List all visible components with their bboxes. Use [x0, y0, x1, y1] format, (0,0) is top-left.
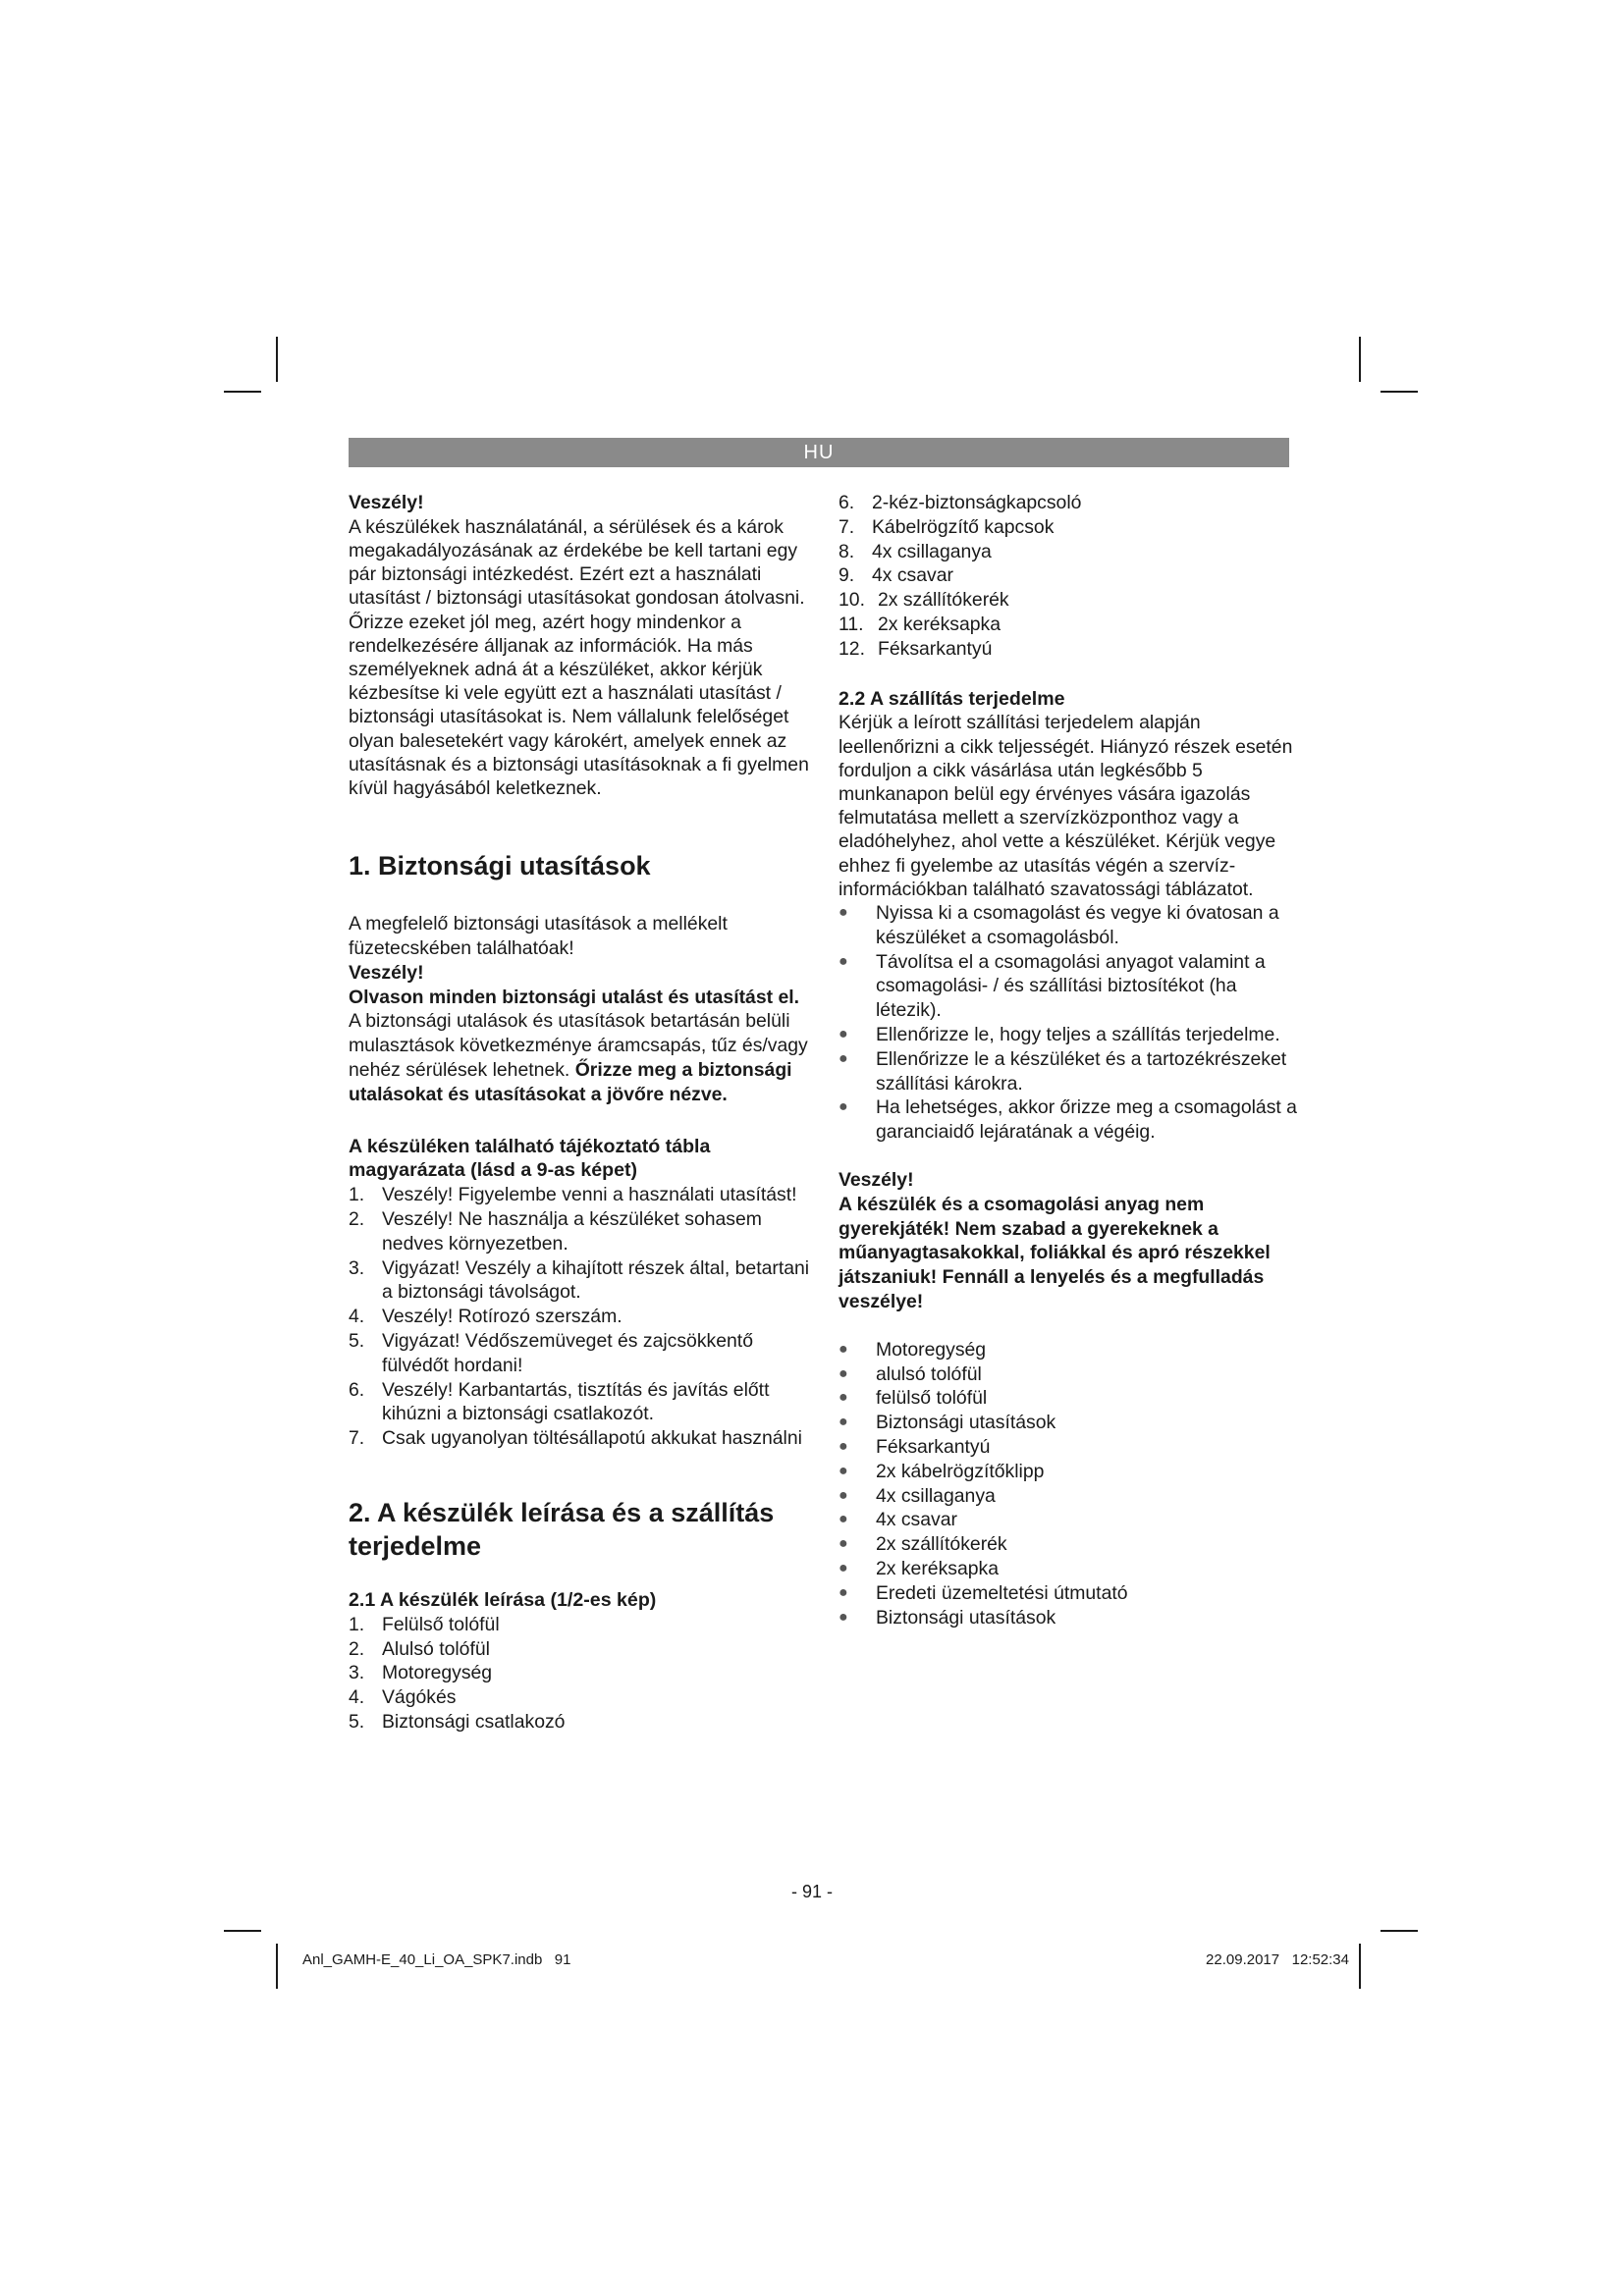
bullet-icon: ●	[839, 1583, 848, 1601]
list-item: ● 2x szállítókerék	[839, 1533, 1007, 1556]
safety-read-instruction: Olvason minden biztonsági utalást és utasítást el.	[349, 986, 800, 1008]
list-item: ● Motoregység	[839, 1338, 987, 1361]
print-file-label: Anl_GAMH-E_40_Li_OA_SPK7.indb 91	[302, 1951, 571, 1968]
crop-mark	[1359, 337, 1361, 382]
intro-paragraph: A készülékek használatánál, a sérülések és a károk megakadályozásának az érdekébe be kell tartani egy pár biztonsági intézkedést. Ezért ezt a használati utasítást / biztonsági utasításokat gondosan átolvasni. Őrizze ezeket jól meg, azért hogy mindenkor a rendelkezésére álljanak az információk. Ha más személyeknek adná át a készüléket, akkor kérjük kézbesítse ki vele együtt ezt a használati utasítást / biztonsági utasításokat is. Nem vállalunk felelőséget olyan balesetekért vagy károkért, amelyek ennek az utasításnak és a biztonsági utasításoknak a fi gyelmen kívül hagyásából keletkeznek.	[349, 515, 809, 800]
section1-warning-text	[349, 986, 812, 1107]
list-item: 4. Veszély! Rotírozó szerszám.	[349, 1306, 623, 1328]
crop-mark	[1359, 1944, 1361, 1989]
list-item: ● felülső tolófül	[839, 1387, 988, 1410]
safety-keep-instruction: Őrizze meg a biztonsági utalásokat és utasításokat a jövőre nézve.	[349, 1059, 792, 1105]
signs-list	[349, 1183, 812, 1451]
page-number: - 91 -	[790, 1882, 833, 1901]
intro-warning-title: Veszély!	[349, 492, 424, 513]
crop-mark	[224, 1930, 261, 1932]
list-item: 3. Vigyázat! Veszély a kihajított részek által, betartani a biztonsági távolságot.	[349, 1256, 810, 1304]
section2-warning-title: Veszély!	[839, 1168, 914, 1191]
parts-list-right	[839, 491, 1302, 662]
list-item: ● Nyissa ki a csomagolást és vegye ki óvatosan a készüléket a csomagolásból.	[839, 902, 1279, 948]
list-item: ● Biztonsági utasítások	[839, 1412, 1056, 1434]
left-column	[349, 491, 812, 1735]
right-column	[839, 491, 1302, 1629]
delivery-contents-list	[839, 1338, 1302, 1630]
list-item: 10. 2x szállítókerék	[839, 589, 1009, 612]
section1-heading: 1. Biztonsági utasítások	[349, 851, 651, 881]
bullet-icon: ●	[839, 1511, 848, 1528]
section2-1-heading: 2.1 A készülék leírása (1/2-es kép)	[349, 1588, 657, 1611]
crop-mark	[276, 337, 278, 382]
list-item: ● Ellenőrizze le a készüléket és a tartozékrészeket szállítási károkra.	[839, 1047, 1287, 1095]
bullet-icon: ●	[839, 1098, 848, 1116]
bullet-icon: ●	[839, 1462, 848, 1479]
list-item: ● 2x kábelrögzítőklipp	[839, 1460, 1045, 1482]
bullet-icon: ●	[839, 1340, 848, 1358]
list-item: 7. Csak ugyanolyan töltésállapotú akkukat használni	[349, 1427, 802, 1450]
bullet-icon: ●	[839, 1025, 848, 1042]
crop-mark	[276, 1944, 278, 1989]
list-item: ● 4x csavar	[839, 1509, 957, 1531]
bullet-icon: ●	[839, 1389, 848, 1407]
bullet-icon: ●	[839, 904, 848, 921]
list-item: 9. 4x csavar	[839, 564, 953, 587]
list-item: ● 4x csillaganya	[839, 1484, 996, 1507]
list-item: 2. Veszély! Ne használja a készüléket sohasem nedves környezetben.	[349, 1208, 762, 1255]
crop-mark	[1380, 1930, 1418, 1932]
crop-mark	[224, 391, 261, 393]
bullet-icon: ●	[839, 1049, 848, 1067]
list-item: 6. Veszély! Karbantartás, tisztítás és javítás előtt kihúzni a biztonsági csatlakozót.	[349, 1378, 770, 1425]
list-item: 5. Biztonsági csatlakozó	[349, 1710, 566, 1733]
list-item: 7. Kábelrögzítő kapcsok	[839, 515, 1055, 538]
bullet-icon: ●	[839, 1486, 848, 1504]
bullet-icon: ●	[839, 1559, 848, 1576]
list-item: ● Ha lehetséges, akkor őrizze meg a csomagolást a garanciaidő lejáratának a végéig.	[839, 1096, 1297, 1144]
section2-2-heading: 2.2 A szállítás terjedelme	[839, 687, 1065, 710]
list-item: 1. Veszély! Figyelembe venni a használati utasítást!	[349, 1184, 797, 1206]
list-item: 3. Motoregység	[349, 1662, 493, 1684]
list-item: ● 2x keréksapka	[839, 1557, 1000, 1579]
safety-consequence-text: A biztonsági utalások és utasítások betartásán belüli mulasztások következménye áramcsapás, tűz és/vagy nehéz sérülések lehetnek.	[349, 1010, 808, 1082]
bullet-icon: ●	[839, 1437, 848, 1455]
parts-list-left	[349, 1613, 812, 1735]
list-item: ● Távolítsa el a csomagolási anyagot valamint a csomagolási- / és szállítási biztosítékot (ha létezik).	[839, 950, 1266, 1022]
bullet-icon: ●	[839, 1414, 848, 1431]
crop-mark	[1380, 391, 1418, 393]
list-item: 2. Alulsó tolófül	[349, 1637, 490, 1660]
bullet-icon: ●	[839, 1364, 848, 1382]
list-item: ● Féksarkantyú	[839, 1435, 991, 1458]
unpacking-steps-list	[839, 901, 1302, 1145]
list-item: ● Eredeti üzemeltetési útmutató	[839, 1581, 1128, 1604]
section1-paragraph: A megfelelő biztonsági utasítások a mellékelt füzetecskében találhatóak!	[349, 913, 728, 960]
list-item: ● alulsó tolófül	[839, 1362, 982, 1385]
bullet-icon: ●	[839, 1608, 848, 1626]
language-header-bar: HU	[349, 438, 1289, 467]
list-item: 11. 2x keréksapka	[839, 613, 1001, 635]
bullet-icon: ●	[839, 952, 848, 970]
list-item: 6. 2-kéz-biztonságkapcsoló	[839, 492, 1082, 513]
section2-warning-text: A készülék és a csomagolási anyag nem gyerekjáték! Nem szabad a gyerekeknek a műanyagtasakokkal, foliákkal és apró részekkel játszaniuk! Fennáll a lenyelés és a megfulladás veszélye!	[839, 1193, 1271, 1312]
section2-heading: 2. A készülék leírása és a szállítás terjedelme	[349, 1497, 775, 1561]
list-item: 8. 4x csillaganya	[839, 540, 992, 562]
section1-warning-label: Veszély!	[349, 961, 424, 984]
list-item: 5. Vigyázat! Védőszemüveget és zajcsökkentő fülvédőt hordani!	[349, 1329, 753, 1376]
signs-heading: A készüléken található tájékoztató tábla magyarázata (lásd a 9-as képet)	[349, 1135, 711, 1182]
print-timestamp: 22.09.2017 12:52:34	[1206, 1951, 1349, 1968]
bullet-icon: ●	[839, 1535, 848, 1553]
list-item: 12. Féksarkantyú	[839, 637, 993, 660]
section2-2-paragraph: Kérjük a leírott szállítási terjedelem alapján leellenőrizni a cikk teljességét. Hiányzó részek esetén forduljon a cikk vásárlása után legkésőbb 5 munkanapon belül egy érvényes vására igazolás felmutatása mellett a szervízközponthoz vagy a eladóhelyhez, ahol vette a készüléket. Kérjük vegye ehhez fi gyelembe az utasítás végén a szervíz-információkban található szavatossági táblázatot.	[839, 712, 1293, 900]
list-item: ● Ellenőrizze le, hogy teljes a szállítás terjedelme.	[839, 1023, 1280, 1045]
list-item: 4. Vágókés	[349, 1686, 457, 1709]
list-item: 1. Felülső tolófül	[349, 1613, 500, 1635]
list-item: ● Biztonsági utasítások	[839, 1606, 1056, 1629]
